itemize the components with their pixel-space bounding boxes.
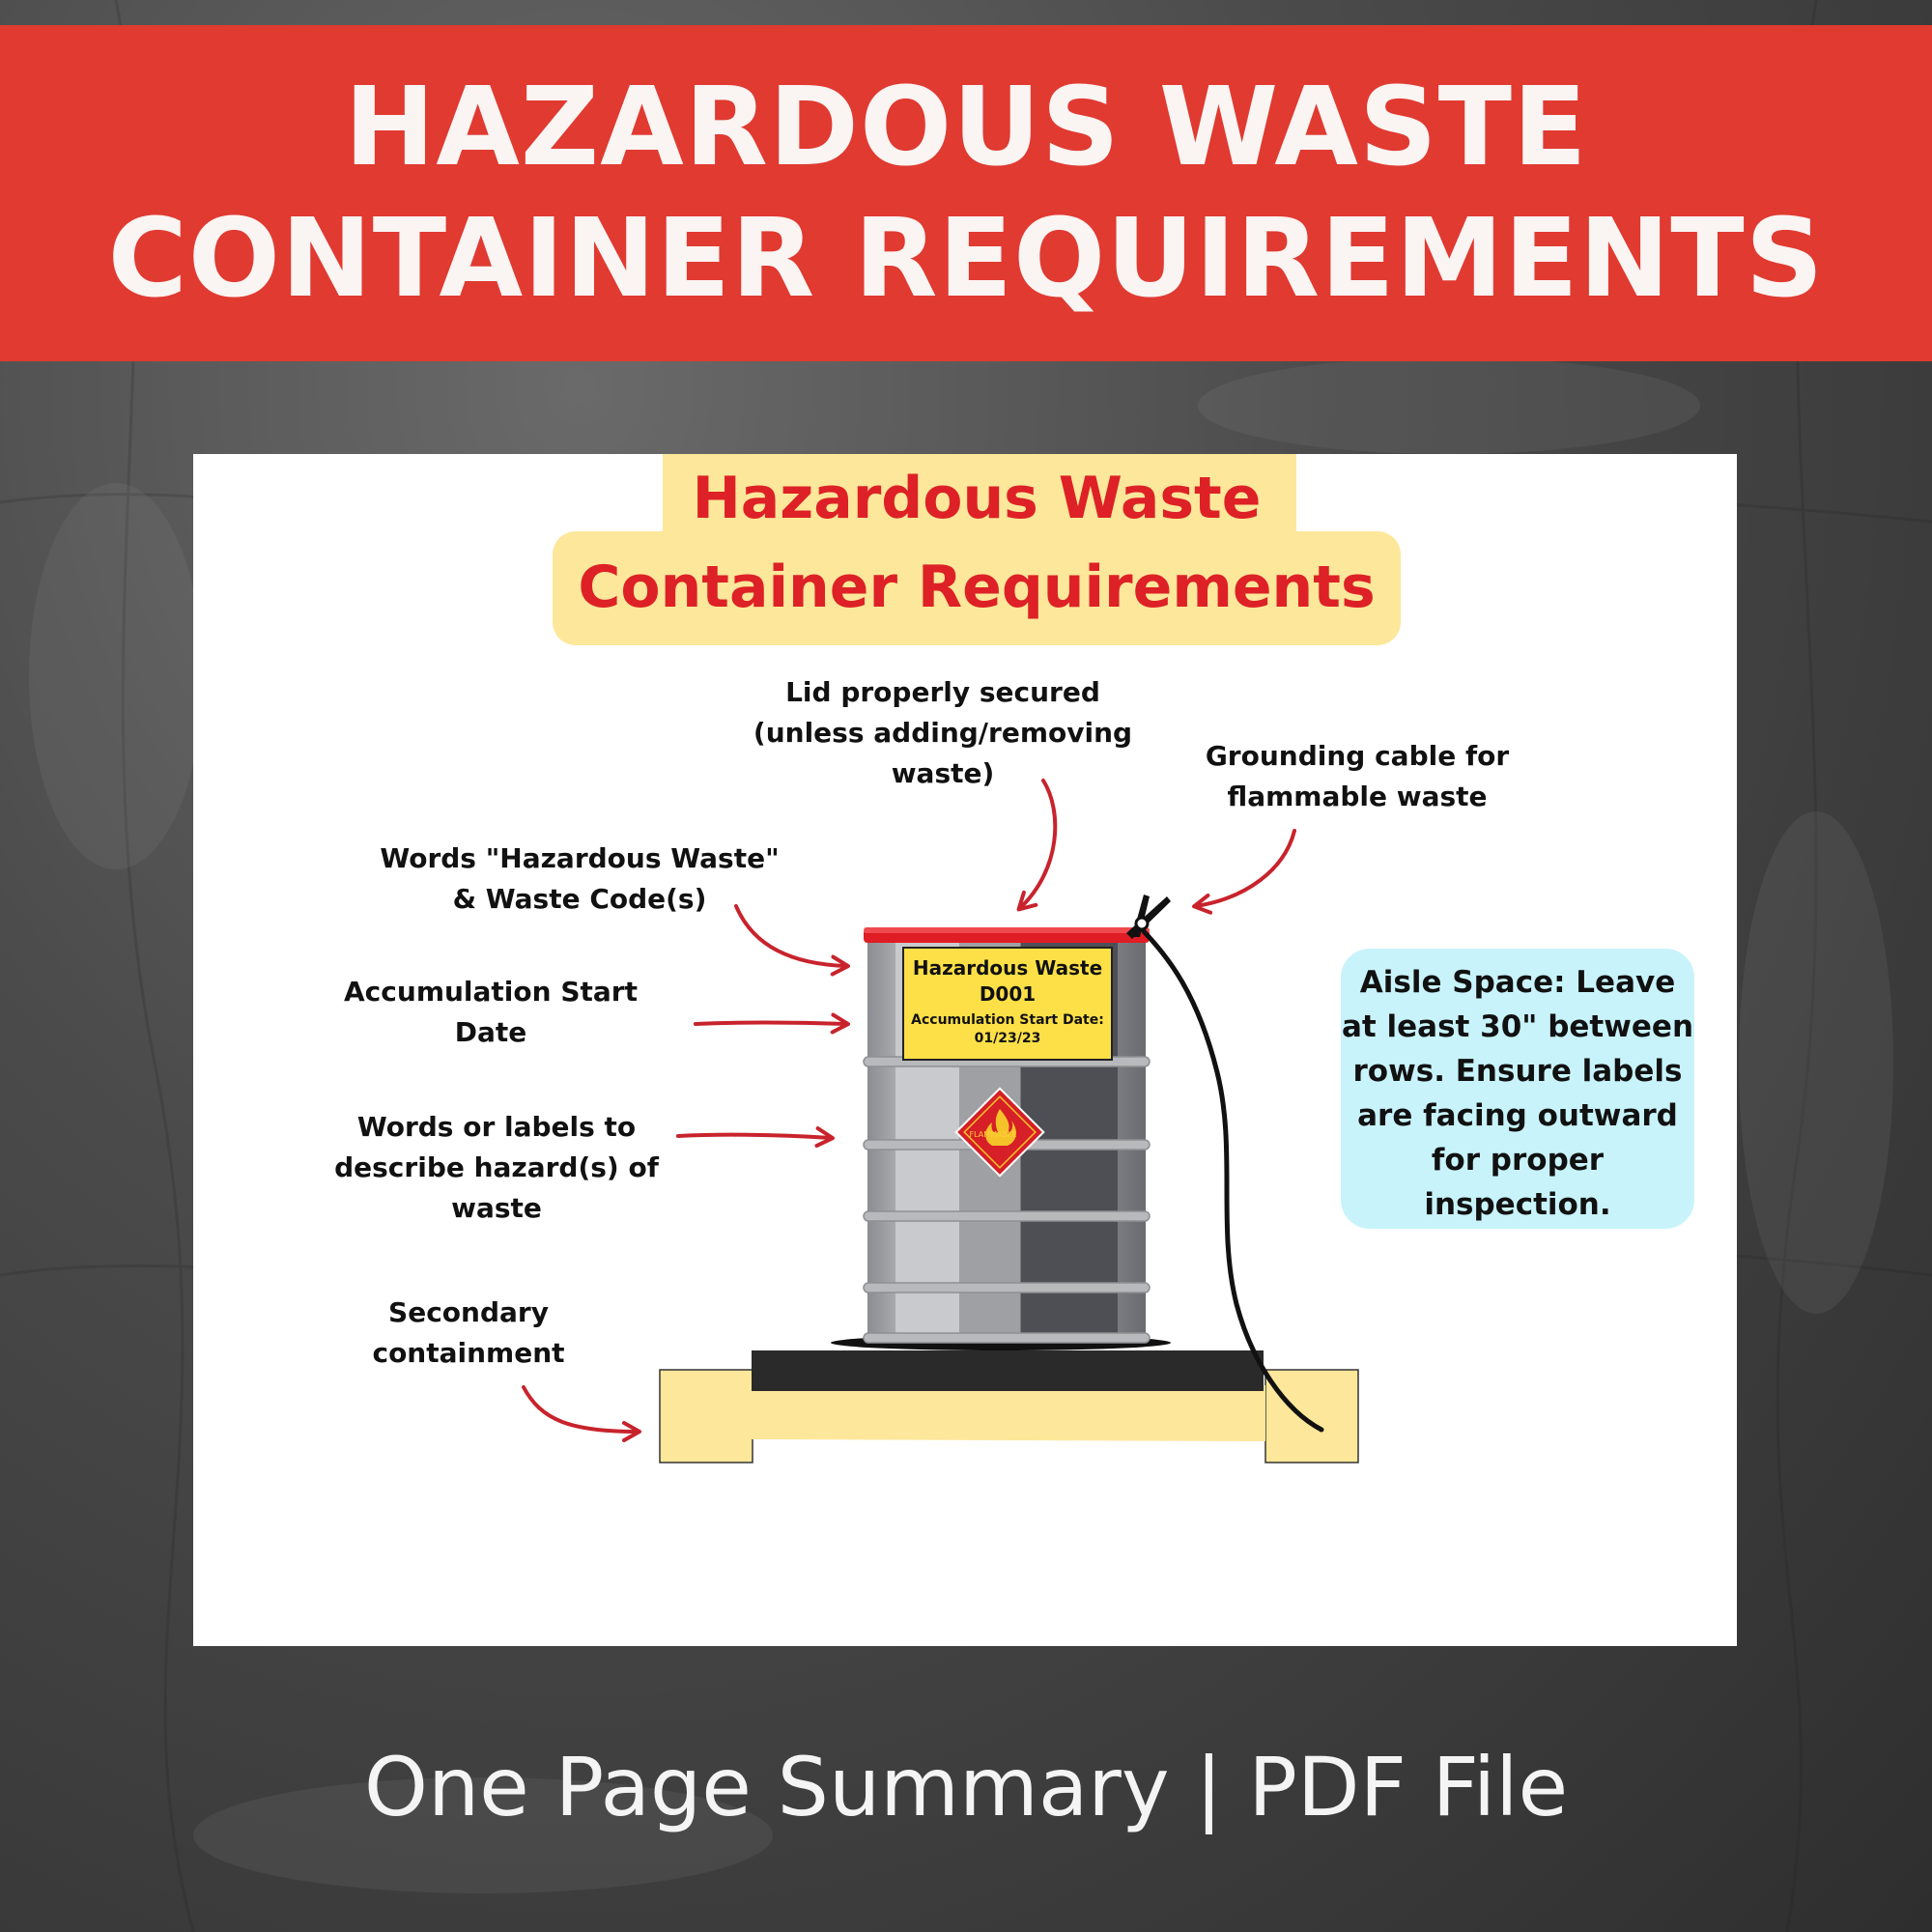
aisle-line-5: for proper: [1431, 1143, 1605, 1178]
aisle-line-6: inspection.: [1424, 1187, 1611, 1222]
label-secondary: [357, 1293, 580, 1374]
label-accumulation: [338, 972, 643, 1053]
aisle-line-3: rows. Ensure labels: [1352, 1054, 1683, 1089]
secondary-containment-pallet: [660, 1350, 1358, 1463]
label-lid-line-2: (unless adding/removing: [753, 717, 1133, 749]
footer-caption: One Page Summary | PDF File: [363, 1740, 1569, 1834]
label-words-line-2: & Waste Code(s): [452, 883, 707, 915]
arrow-grounding: [1196, 831, 1294, 906]
drum-label-date: 01/23/23: [974, 1031, 1041, 1046]
label-accumulation-line-2: Date: [454, 1016, 527, 1048]
label-hazard-line-3: waste: [451, 1192, 542, 1224]
label-lid: [740, 672, 1146, 794]
label-hazard: [328, 1107, 665, 1229]
label-accumulation-line-1: Accumulation Start: [344, 976, 638, 1008]
drum-label-title: Hazardous Waste: [912, 956, 1103, 980]
drum-waste-label: [902, 947, 1113, 1061]
label-lid-line-1: Lid properly secured: [785, 676, 1100, 708]
card-title-line-1: Hazardous Waste: [692, 465, 1262, 532]
arrow-accumulation: [696, 1023, 846, 1025]
label-grounding: [1188, 736, 1526, 817]
label-lid-line-3: waste): [891, 757, 995, 789]
arrow-secondary: [524, 1387, 638, 1432]
aisle-line-2: at least 30" between: [1341, 1009, 1694, 1044]
label-secondary-line-1: Secondary: [388, 1296, 549, 1328]
label-grounding-line-1: Grounding cable for: [1205, 740, 1510, 772]
label-grounding-line-2: flammable waste: [1227, 781, 1488, 812]
banner-title-line-1: HAZARDOUS WASTE: [344, 65, 1588, 190]
drum-label-date-caption: Accumulation Start Date:: [911, 1012, 1104, 1028]
label-words: [377, 838, 782, 920]
arrow-hazard: [678, 1135, 831, 1138]
label-words-line-1: Words "Hazardous Waste": [380, 842, 780, 874]
aisle-line-4: are facing outward: [1357, 1098, 1678, 1133]
header-banner: [0, 25, 1932, 361]
label-hazard-line-2: describe hazard(s) of: [334, 1151, 659, 1183]
drum-label-code: D001: [979, 982, 1037, 1006]
label-hazard-line-1: Words or labels to: [356, 1111, 637, 1143]
infographic-card: [193, 454, 1737, 1646]
aisle-line-1: Aisle Space: Leave: [1359, 965, 1676, 1000]
banner-title-line-2: CONTAINER REQUIREMENTS: [107, 196, 1825, 322]
label-secondary-line-2: containment: [372, 1337, 565, 1369]
grounding-cable: [1126, 895, 1321, 1430]
aisle-space-note: [1331, 960, 1704, 1227]
placard-text: FLAMMABLE: [969, 1130, 1017, 1139]
arrow-lid: [1020, 781, 1055, 908]
card-title-line-2: Container Requirements: [578, 554, 1376, 621]
